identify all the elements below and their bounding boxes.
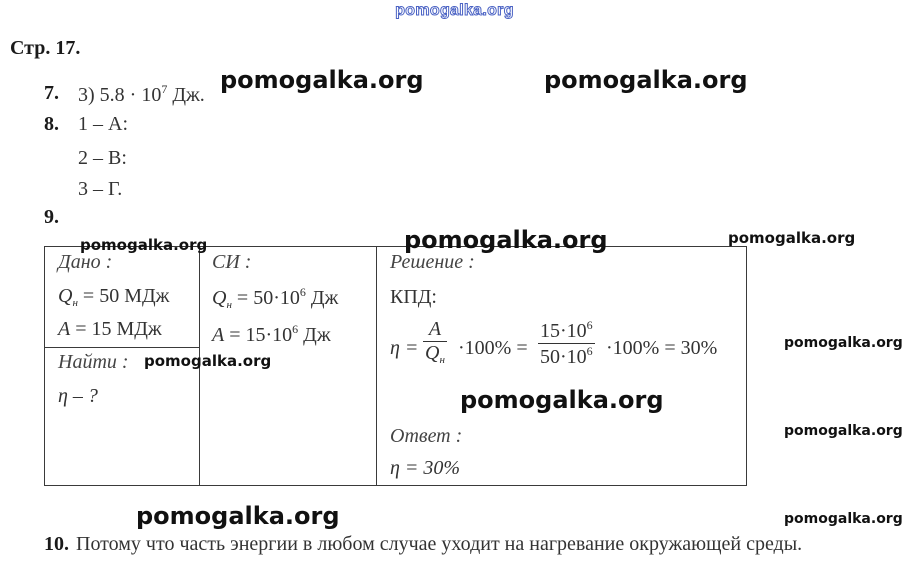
- watermark: pomogalka.org: [80, 236, 208, 254]
- watermark: pomogalka.org: [784, 423, 903, 439]
- fraction-1-numerator: A: [428, 318, 442, 340]
- fraction-2-denominator: $50\cdot 10^6$: [540, 344, 593, 368]
- question-8-line-1: 1 – А:: [78, 113, 128, 135]
- page-header: Стр. 17.: [10, 37, 81, 59]
- question-10-number: 10.: [44, 533, 69, 555]
- table-divider-2: [376, 246, 377, 486]
- formula-fraction-1: [423, 318, 447, 366]
- watermark: pomogalka.org: [404, 226, 608, 254]
- question-7-number: 7.: [44, 82, 59, 104]
- naiti-label: Найти :: [58, 351, 129, 373]
- watermark: pomogalka.org: [460, 386, 664, 414]
- formula-mid-1: ·100% =: [458, 337, 528, 359]
- watermark: pomogalka.org: [144, 352, 272, 370]
- answer-label: Ответ :: [390, 425, 463, 447]
- watermark: pomogalka.org: [784, 511, 903, 527]
- fraction-2-numerator: $15\cdot 10^6$: [540, 318, 593, 342]
- watermark: pomogalka.org: [544, 66, 748, 94]
- formula-fraction-2: [538, 318, 595, 369]
- watermark: pomogalka.org: [728, 229, 856, 247]
- si-label: СИ :: [212, 251, 252, 273]
- dano-a: A = 15 МДж: [58, 318, 162, 340]
- si-a: $A = 15\cdot 10^6$ Дж: [212, 322, 331, 346]
- question-8-line-2: 2 – В:: [78, 147, 127, 169]
- formula-eta: η =: [390, 337, 419, 359]
- dano-label: Дано :: [58, 251, 113, 273]
- dano-q: $Q_н = 50$ МДж: [58, 285, 170, 309]
- watermark: pomogalka.org: [136, 502, 340, 530]
- question-8-number: 8.: [44, 113, 59, 135]
- fraction-1-denominator: $Q_н$: [425, 342, 445, 366]
- naiti-eta: η – ?: [58, 385, 98, 407]
- question-8-line-3: 3 – Г.: [78, 178, 123, 200]
- reshenie-label: Решение :: [390, 251, 475, 273]
- table-border-bottom: [44, 485, 747, 486]
- table-border-right: [746, 246, 747, 486]
- si-q: $Q_н = 50\cdot 10^6$ Дж: [212, 285, 339, 311]
- table-border-left: [44, 246, 45, 486]
- table-divider-dano: [44, 347, 200, 348]
- question-10-answer: Потому что часть энергии в любом случае уходит на нагревание окружающей среды.: [76, 533, 803, 555]
- formula-mid-2: ·100% = 30%: [606, 337, 718, 359]
- question-9-number: 9.: [44, 206, 59, 228]
- watermark: pomogalka.org: [784, 335, 903, 351]
- answer-value: η = 30%: [390, 457, 461, 479]
- watermark-top: pomogalka.org: [395, 2, 514, 19]
- kpd-label: КПД:: [390, 286, 437, 308]
- question-7-answer: 3) $5.8 \cdot 10^7$ Дж.: [78, 82, 205, 106]
- watermark: pomogalka.org: [220, 66, 424, 94]
